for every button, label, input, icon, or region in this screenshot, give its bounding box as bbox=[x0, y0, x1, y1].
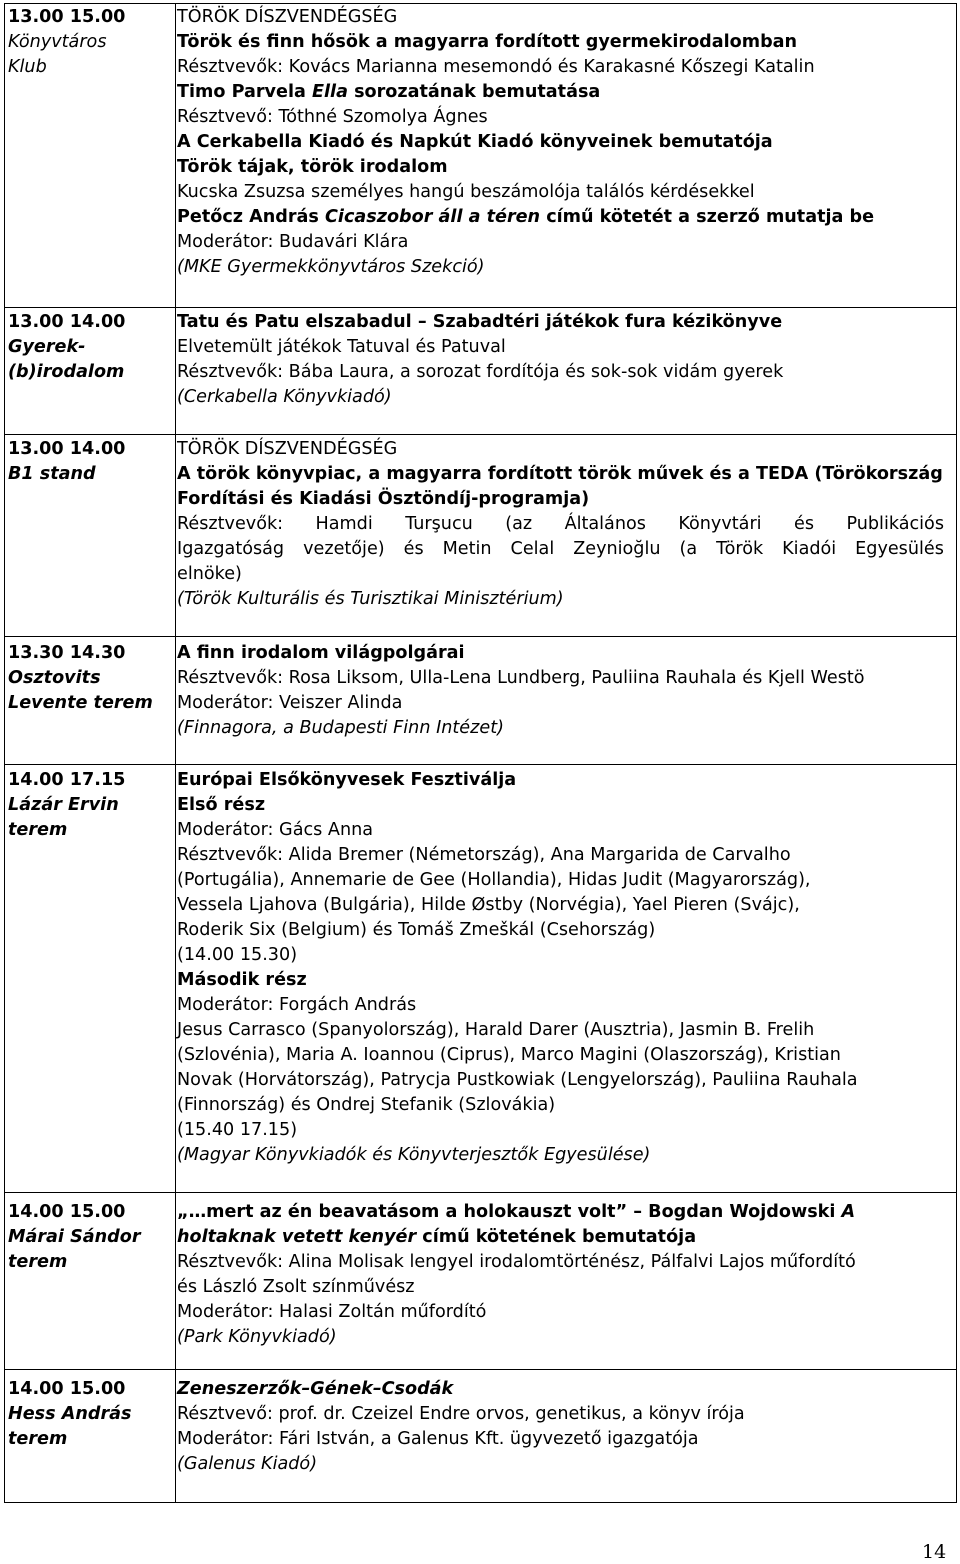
word: Kiadói bbox=[782, 539, 837, 559]
participants: Résztvevők: Kovács Marianna mesemondó és Karakasné Kőszegi Katalin bbox=[177, 57, 815, 77]
session-room: Levente terem bbox=[8, 693, 153, 713]
moderator: Moderátor: Fári István, a Galenus Kft. ügyvezető igazgatója bbox=[177, 1429, 699, 1449]
title-part: „…mert az én beavatásom a holokauszt volt” – Bogdan Wojdowski bbox=[177, 1202, 842, 1222]
session-room: Klub bbox=[8, 57, 47, 77]
event-title: Tatu és Patu elszabadul – Szabadtéri játékok fura kézikönyve bbox=[177, 312, 783, 332]
word: Publikációs bbox=[846, 514, 944, 534]
title-part: sorozatának bemutatása bbox=[347, 82, 601, 102]
participants: (Portugália), Annemarie de Gee (Hollandia), Hidas Judit (Magyarország), bbox=[177, 870, 811, 890]
section-heading: TÖRÖK DÍSZVENDÉGSÉG bbox=[177, 439, 398, 459]
participants: Roderik Six (Belgium) és Tomáš Zmeškál (Csehország) bbox=[177, 920, 656, 940]
row-divider bbox=[5, 307, 956, 308]
event-title bbox=[177, 1225, 696, 1250]
session-time: 13.00 14.00 bbox=[8, 439, 126, 459]
moderator: Moderátor: Budavári Klára bbox=[177, 232, 409, 252]
book-title: Ella bbox=[311, 82, 348, 102]
event-title: A finn irodalom világpolgárai bbox=[177, 643, 465, 663]
session-time: 14.00 15.00 bbox=[8, 1379, 126, 1399]
session-time: 13.00 15.00 bbox=[8, 7, 126, 27]
session-room: Gyerek- bbox=[8, 337, 86, 357]
session-room: Hess András bbox=[8, 1404, 132, 1424]
word: Egyesülés bbox=[855, 539, 944, 559]
organizer: (Galenus Kiadó) bbox=[177, 1454, 318, 1474]
event-title: Török és finn hősök a magyarra fordított gyermekirodalomban bbox=[177, 32, 798, 52]
description: Elvetemült játékok Tatuval és Patuval bbox=[177, 337, 506, 357]
organizer: (Finnagora, a Budapesti Finn Intézet) bbox=[177, 718, 504, 738]
participants: Novak (Horvátország), Patrycja Pustkowiak (Lengyelország), Pauliina Rauhala bbox=[177, 1070, 858, 1090]
event-title bbox=[177, 80, 600, 105]
description: Kucska Zsuzsa személyes hangú beszámolója találós kérdésekkel bbox=[177, 182, 755, 202]
participants: és László Zsolt színművész bbox=[177, 1277, 415, 1297]
event-title: Fordítási és Kiadási Ösztöndíj-programja) bbox=[177, 489, 590, 509]
book-title: holtaknak vetett kenyér bbox=[177, 1227, 417, 1247]
participants: Résztvevők: Bába Laura, a sorozat fordítója és sok-sok vidám gyerek bbox=[177, 362, 784, 382]
word: Metin bbox=[442, 539, 492, 559]
column-divider bbox=[175, 4, 176, 1502]
word: Könyvtári bbox=[678, 514, 762, 534]
participants: Vessela Ljahova (Bulgária), Hilde Østby (Norvégia), Yael Pieren (Svájc), bbox=[177, 895, 800, 915]
event-title: Török tájak, török irodalom bbox=[177, 157, 448, 177]
part-time: (15.40 17.15) bbox=[177, 1120, 298, 1140]
word: vezetője) bbox=[303, 539, 385, 559]
title-part: című kötetének bemutatója bbox=[416, 1227, 697, 1247]
moderator: Moderátor: Veiszer Alinda bbox=[177, 693, 403, 713]
participants bbox=[177, 537, 944, 562]
word: Turşucu bbox=[405, 514, 473, 534]
organizer: (Török Kulturális és Turisztikai Minisztérium) bbox=[177, 589, 564, 609]
event-title bbox=[177, 1200, 855, 1225]
page-number: 14 bbox=[922, 1541, 947, 1563]
participants: Résztvevő: prof. dr. Czeizel Endre orvos, genetikus, a könyv írója bbox=[177, 1404, 745, 1424]
session-time: 14.00 15.00 bbox=[8, 1202, 126, 1222]
word: és bbox=[794, 514, 814, 534]
session-time: 13.00 14.00 bbox=[8, 312, 126, 332]
event-title: A török könyvpiac, a magyarra fordított török művek és a TEDA (Törökország bbox=[177, 464, 943, 484]
part-time: (14.00 15.30) bbox=[177, 945, 298, 965]
participants: (Szlovénia), Maria A. Ioannou (Ciprus), Marco Magini (Olaszország), Kristian bbox=[177, 1045, 841, 1065]
session-room: terem bbox=[8, 1252, 68, 1272]
participants: (Finnország) és Ondrej Stefanik (Szlovákia) bbox=[177, 1095, 556, 1115]
word: Igazgatóság bbox=[177, 539, 285, 559]
organizer: (Magyar Könyvkiadók és Könyvterjesztők Egyesülése) bbox=[177, 1145, 651, 1165]
event-title bbox=[177, 205, 874, 230]
organizer: (Cerkabella Könyvkiadó) bbox=[177, 387, 392, 407]
word: Résztvevők: bbox=[177, 514, 284, 534]
section-heading: TÖRÖK DÍSZVENDÉGSÉG bbox=[177, 7, 398, 27]
row-divider bbox=[5, 764, 956, 765]
participants: Résztvevők: Alina Molisak lengyel irodalomtörténész, Pálfalvi Lajos műfordító bbox=[177, 1252, 856, 1272]
title-part: Timo Parvela bbox=[177, 82, 312, 102]
organizer: (MKE Gyermekkönyvtáros Szekció) bbox=[177, 257, 485, 277]
session-room: B1 stand bbox=[8, 464, 96, 484]
word: és bbox=[403, 539, 424, 559]
part-heading: Első rész bbox=[177, 795, 266, 815]
part-heading: Második rész bbox=[177, 970, 307, 990]
event-title: Európai Elsőkönyvesek Fesztiválja bbox=[177, 770, 517, 790]
session-room: Lázár Ervin bbox=[8, 795, 119, 815]
word: Zeynioğlu bbox=[573, 539, 661, 559]
session-room: Könyvtáros bbox=[8, 32, 107, 52]
organizer: (Park Könyvkiadó) bbox=[177, 1327, 337, 1347]
moderator: Moderátor: Halasi Zoltán műfordító bbox=[177, 1302, 487, 1322]
row-divider bbox=[5, 434, 956, 435]
event-title: Zeneszerzők–Gének–Csodák bbox=[177, 1379, 454, 1399]
session-room: (b)irodalom bbox=[8, 362, 125, 382]
session-room: Márai Sándor bbox=[8, 1227, 141, 1247]
moderator: Moderátor: Gács Anna bbox=[177, 820, 374, 840]
participants bbox=[177, 512, 944, 537]
session-time: 13.30 14.30 bbox=[8, 643, 126, 663]
book-title: A bbox=[841, 1202, 856, 1222]
row-divider bbox=[5, 1369, 956, 1370]
word: (a bbox=[679, 539, 698, 559]
row-divider bbox=[5, 636, 956, 637]
event-title: A Cerkabella Kiadó és Napkút Kiadó könyveinek bemutatója bbox=[177, 132, 773, 152]
title-part: Petőcz András bbox=[177, 207, 326, 227]
book-title: Cicaszobor áll a téren bbox=[325, 207, 541, 227]
participants: elnöke) bbox=[177, 564, 242, 584]
row-divider bbox=[5, 1192, 956, 1193]
participants: Résztvevő: Tóthné Szomolya Ágnes bbox=[177, 107, 488, 127]
session-room: terem bbox=[8, 820, 68, 840]
title-part: című kötetét a szerző mutatja be bbox=[540, 207, 875, 227]
moderator: Moderátor: Forgách András bbox=[177, 995, 417, 1015]
word: Hamdi bbox=[315, 514, 373, 534]
session-time: 14.00 17.15 bbox=[8, 770, 126, 790]
participants: Résztvevők: Alida Bremer (Németország), Ana Margarida de Carvalho bbox=[177, 845, 791, 865]
word: (az bbox=[505, 514, 533, 534]
word: Török bbox=[716, 539, 764, 559]
word: Általános bbox=[564, 514, 646, 534]
participants: Jesus Carrasco (Spanyolország), Harald Darer (Ausztria), Jasmin B. Frelih bbox=[177, 1020, 815, 1040]
session-room: Osztovits bbox=[8, 668, 101, 688]
session-room: terem bbox=[8, 1429, 68, 1449]
participants: Résztvevők: Rosa Liksom, Ulla-Lena Lundberg, Pauliina Rauhala és Kjell Westö bbox=[177, 668, 865, 688]
word: Celal bbox=[510, 539, 555, 559]
